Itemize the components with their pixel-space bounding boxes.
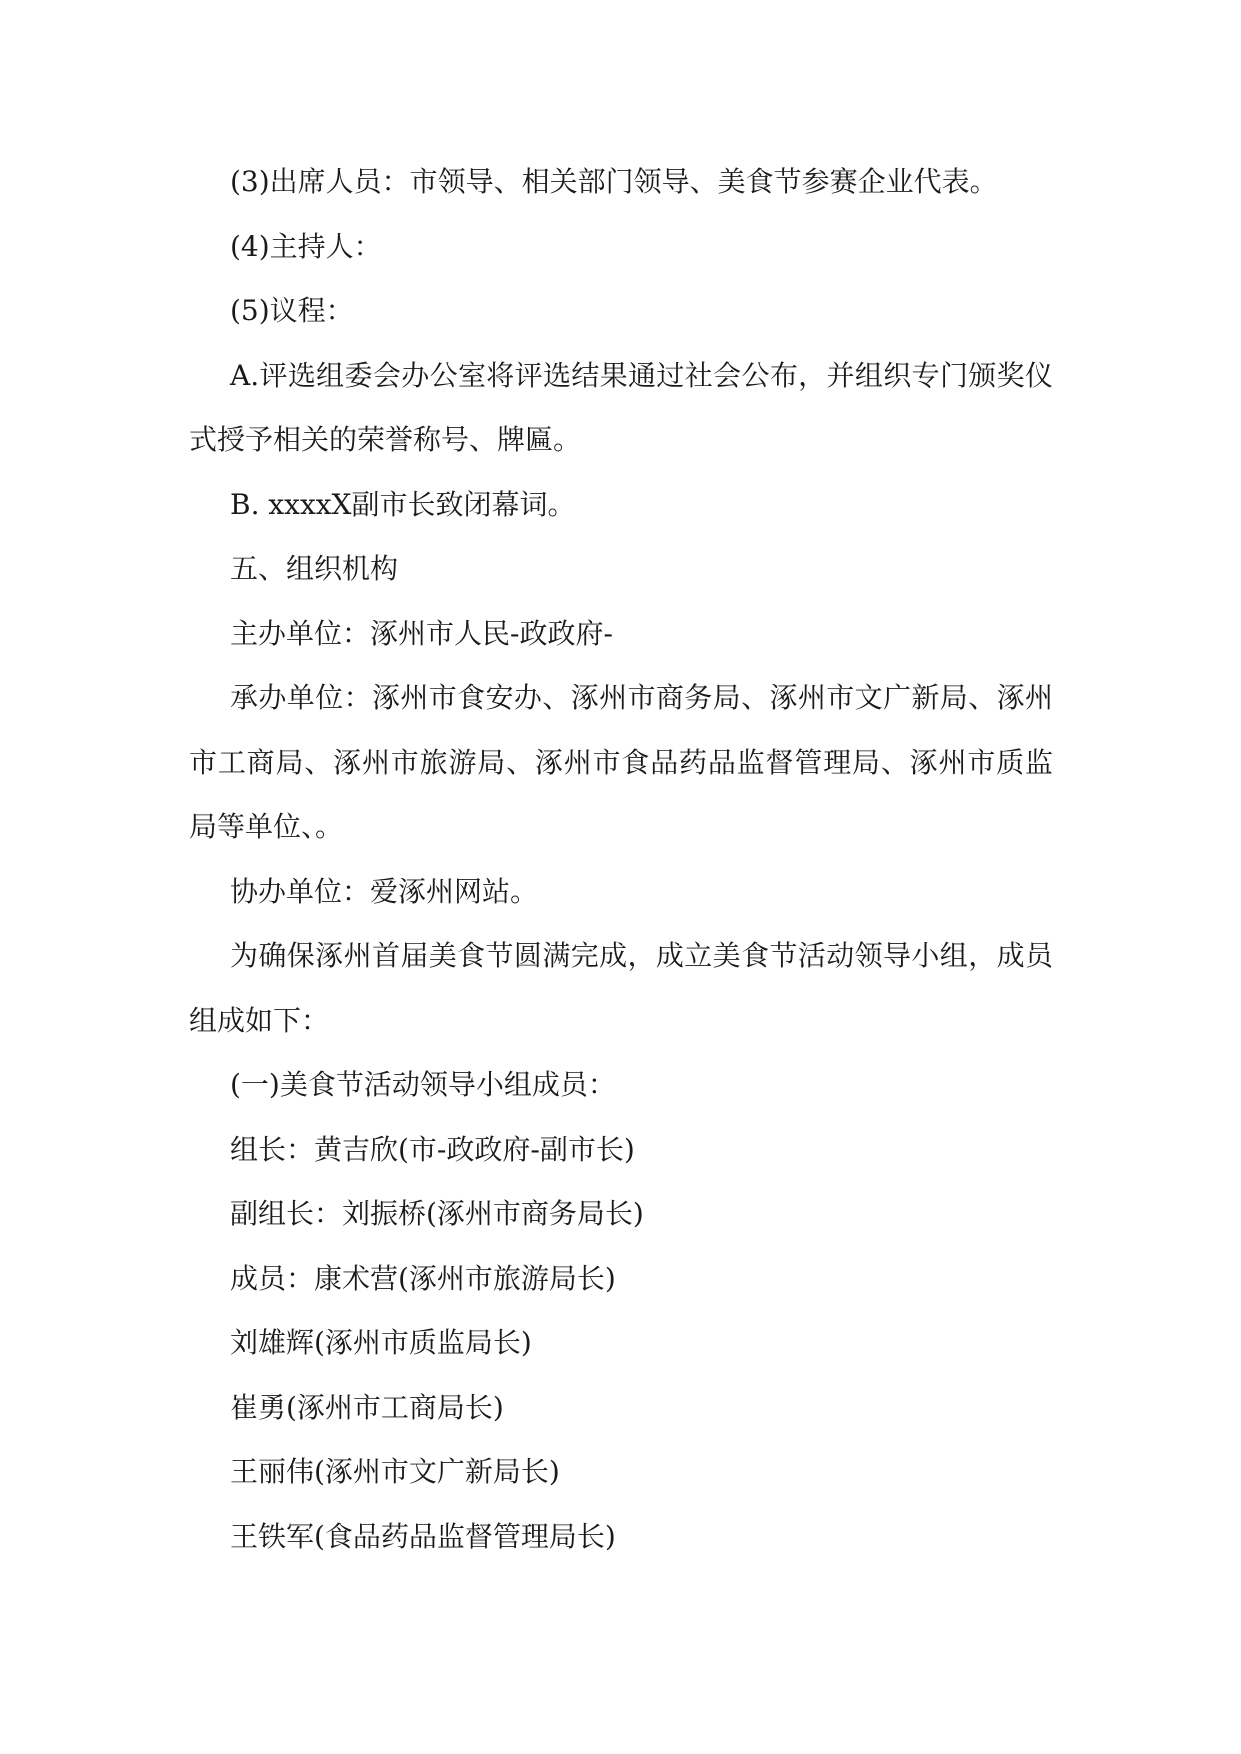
section-heading-organization: 五、组织机构 (230, 552, 399, 585)
paragraph-host: (4)主持人： (230, 229, 382, 263)
member-item: 王丽伟(涿州市文广新局长) (230, 1455, 560, 1488)
paragraph-agenda: (5)议程： (230, 294, 354, 327)
member-item: 王铁军(食品药品监督管理局长) (230, 1519, 616, 1553)
paragraph-agenda-b: B. xxxxX副市长致闭幕词。 (230, 487, 576, 521)
paragraph-organizer-units: 承办单位：涿州市食安办、涿州市商务局、涿州市文广新局、涿州市工商局、涿州市旅游局、涿州市食品药品监督管理局、涿州市质监局等单位、。 (189, 681, 1053, 843)
member-item: 刘雄辉(涿州市质监局长) (230, 1326, 532, 1359)
document-body (189, 150, 1053, 1569)
paragraph-co-organizer: 协办单位：爱涿州网站。 (230, 874, 539, 908)
paragraph-attendees: (3)出席人员：市领导、相关部门领导、美食节参赛企业代表。 (230, 165, 998, 198)
member-deputy-leader: 副组长：刘振桥(涿州市商务局长) (230, 1197, 644, 1230)
paragraph-agenda-a: A.评选组委会办公室将评选结果通过社会公布，并组织专门颁奖仪式授予相关的荣誉称号、牌匾。 (189, 358, 1053, 456)
subheading-leading-group-members: (一)美食节活动领导小组成员： (230, 1068, 616, 1101)
paragraph-leading-group-intro: 为确保涿州首届美食节圆满完成，成立美食节活动领导小组，成员组成如下： (189, 939, 1053, 1037)
member-item: 成员：康术营(涿州市旅游局长) (230, 1261, 616, 1295)
member-leader: 组长：黄吉欣(市-政政府-副市长) (230, 1132, 635, 1166)
paragraph-host-unit: 主办单位：涿州市人民-政政府- (230, 616, 613, 650)
member-item: 崔勇(涿州市工商局长) (230, 1390, 504, 1424)
